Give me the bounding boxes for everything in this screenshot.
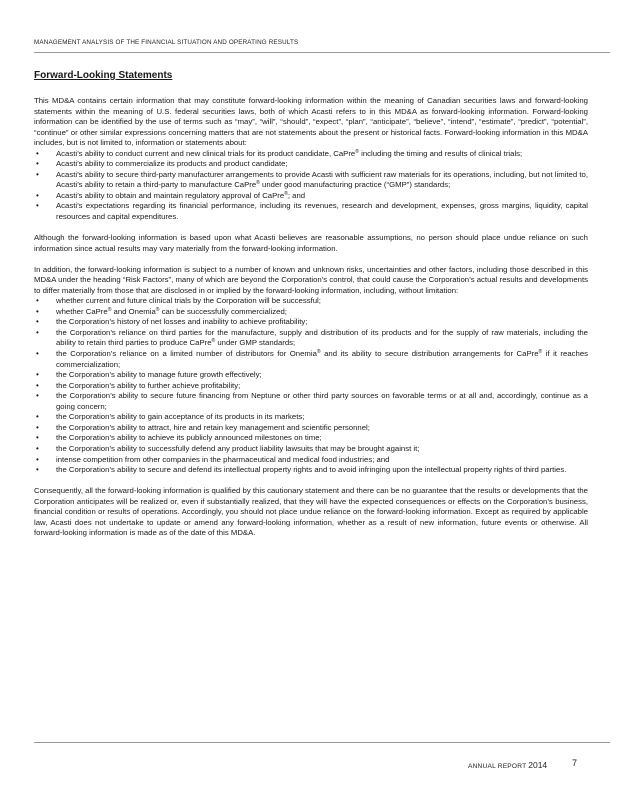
footer-year: 2014 [528, 760, 548, 770]
list-item-text: the Corporation’s ability to attract, hire and retain key management and scientific personnel; [56, 422, 370, 432]
bullet-icon: • [36, 380, 39, 390]
footer-label [468, 760, 547, 770]
list-item [34, 412, 588, 423]
cautionary-paragraph: Consequently, all the forward-looking information is qualified by this cautionary statement and there can be no guarantee that the results or developments that the Corporation anticipates will be realized or, even if substantially realized, that they will have the expected consequences or effects on the Corporation’s business, financial condition or results of operations. Accordingly, you should not place undue reliance on the forward-looking information. Except as required by applicable law, Acasti does not undertake to update or amend any forward-looking information, whether as a result of new information, future events or otherwise. All forward-looking information is made as of the date of this MD&A. [34, 486, 588, 538]
forward-looking-topics-list [34, 149, 588, 223]
footer-rule [34, 742, 610, 743]
intro-paragraph: This MD&A contains certain information that may constitute forward-looking information within the meaning of Canadian securities laws and forward-looking statements within the meaning of U.S. federal securities laws, both of which Acasti refers to in this MD&A as forward-looking information. Forward-looking information can be identified by the use of terms such as “may”, “will”, “should”, “expect”, “plan”, “anticipate”, “believe”, “intend”, “estimate”, “predict”, “potential”, “continue” or other similar expressions concerning matters that are not statements about the present or historical facts. Forward-looking information in this MD&A includes, but is not limited to, information or statements about: [34, 96, 588, 148]
main-content [34, 70, 588, 539]
list-item [34, 170, 588, 191]
list-item [34, 391, 588, 412]
list-item-text: Acasti’s ability to commercialize its products and product candidate; [56, 159, 288, 169]
running-head: MANAGEMENT ANALYSIS OF THE FINANCIAL SITUATION AND OPERATING RESULTS [34, 39, 299, 46]
bullet-icon: • [36, 169, 39, 179]
bullet-icon: • [36, 306, 39, 316]
bullet-icon: • [36, 370, 39, 380]
list-item [34, 465, 588, 476]
list-item [34, 159, 588, 170]
list-item [34, 191, 588, 202]
risk-factors-paragraph: In addition, the forward-looking information is subject to a number of known and unknown risks, uncertainties and other factors, including those described in this MD&A under the heading “Risk Factors”, many of which are beyond the Corporation’s control, that could cause the Corporation’s actual results and developments to differ materially from those that are disclosed in or implied by the forward-looking information, including, without limitation: [34, 264, 588, 295]
list-item [34, 201, 588, 222]
list-item [34, 317, 588, 328]
list-item-text: Acasti’s expectations regarding its financial performance, including its revenues, research and development, expenses, gross margins, liquidity, capital resources and capital expenditures. [56, 201, 588, 222]
list-item [34, 349, 588, 370]
list-item [34, 370, 588, 381]
list-item-text: the Corporation’s ability to gain acceptance of its products in its markets; [56, 412, 305, 422]
bullet-icon: • [36, 190, 39, 200]
bullet-icon: • [36, 391, 39, 401]
bullet-icon: • [36, 454, 39, 464]
list-item-text: intense competition from other companies in the pharmaceutical and medical food industries; and [56, 454, 390, 464]
list-item [34, 149, 588, 160]
list-item-text: the Corporation’s ability to secure and defend its intellectual property rights and to avoid infringing upon the intellectual property rights of third parties. [56, 465, 567, 475]
bullet-icon: • [36, 148, 39, 158]
list-item [34, 433, 588, 444]
bullet-icon: • [36, 296, 39, 306]
page-number: 7 [572, 758, 578, 768]
list-item-text: whether CaPre® and Onemia® can be successfully commercialized; [56, 306, 287, 316]
list-item-text: the Corporation’s reliance on third parties for the manufacture, supply and distribution of its products and for the supply of raw materials, including the ability to retain third parties to produce CaPre® under GMP standards; [56, 327, 588, 348]
list-item [34, 423, 588, 434]
list-item-text: the Corporation’s ability to successfully defend any product liability lawsuits that may be brought against it; [56, 443, 420, 453]
bullet-icon: • [36, 317, 39, 327]
bullet-icon: • [36, 443, 39, 453]
list-item-text: Acasti’s ability to conduct current and new clinical trials for its product candidate, CaPre® including the timing and results of clinical trials; [56, 148, 523, 158]
list-item-text: Acasti’s ability to obtain and maintain regulatory approval of CaPre®; and [56, 190, 306, 200]
list-item [34, 307, 588, 318]
bullet-icon: • [36, 327, 39, 337]
footer-report-label: ANNUAL REPORT [468, 763, 527, 770]
bullet-icon: • [36, 201, 39, 211]
reliance-paragraph: Although the forward-looking information is based upon what Acasti believes are reasonable assumptions, no person should place undue reliance on such information since actual results may vary materially from the forward-looking information. [34, 233, 588, 253]
list-item [34, 455, 588, 466]
list-item-text: Acasti’s ability to secure third-party manufacturer arrangements to provide Acasti with sufficient raw materials for its operations, including, but not limited to, Acasti’s ability to retain a third-party to manufacture CaPre® under good manufacturing practice (“GMP”) standards; [56, 169, 588, 190]
list-item [34, 381, 588, 392]
list-item [34, 328, 588, 349]
bullet-icon: • [36, 422, 39, 432]
list-item-text: the Corporation’s ability to achieve its publicly announced milestones on time; [56, 433, 322, 443]
list-item-text: the Corporation’s reliance on a limited number of distributors for Onemia® and its ability to secure distribution arrangements for CaPre® if it reaches commercialization; [56, 349, 589, 369]
bullet-icon: • [36, 433, 39, 443]
bullet-icon: • [36, 412, 39, 422]
section-title: Forward-Looking Statements [34, 70, 173, 81]
list-item-text: the Corporation’s ability to manage future growth effectively; [56, 370, 262, 380]
bullet-icon: • [36, 159, 39, 169]
header-rule [34, 52, 610, 53]
list-item-text: the Corporation’s history of net losses and inability to achieve profitability; [56, 317, 308, 327]
list-item-text: the Corporation’s ability to secure future financing from Neptune or other third party sources on favorable terms or at all and, accordingly, continue as a going concern; [56, 391, 588, 411]
list-item [34, 296, 588, 307]
bullet-icon: • [36, 349, 39, 359]
list-item-text: the Corporation’s ability to further achieve profitability; [56, 380, 241, 390]
list-item-text: whether current and future clinical trials by the Corporation will be successful; [56, 296, 321, 306]
risk-factors-list [34, 296, 588, 475]
bullet-icon: • [36, 465, 39, 475]
list-item [34, 444, 588, 455]
